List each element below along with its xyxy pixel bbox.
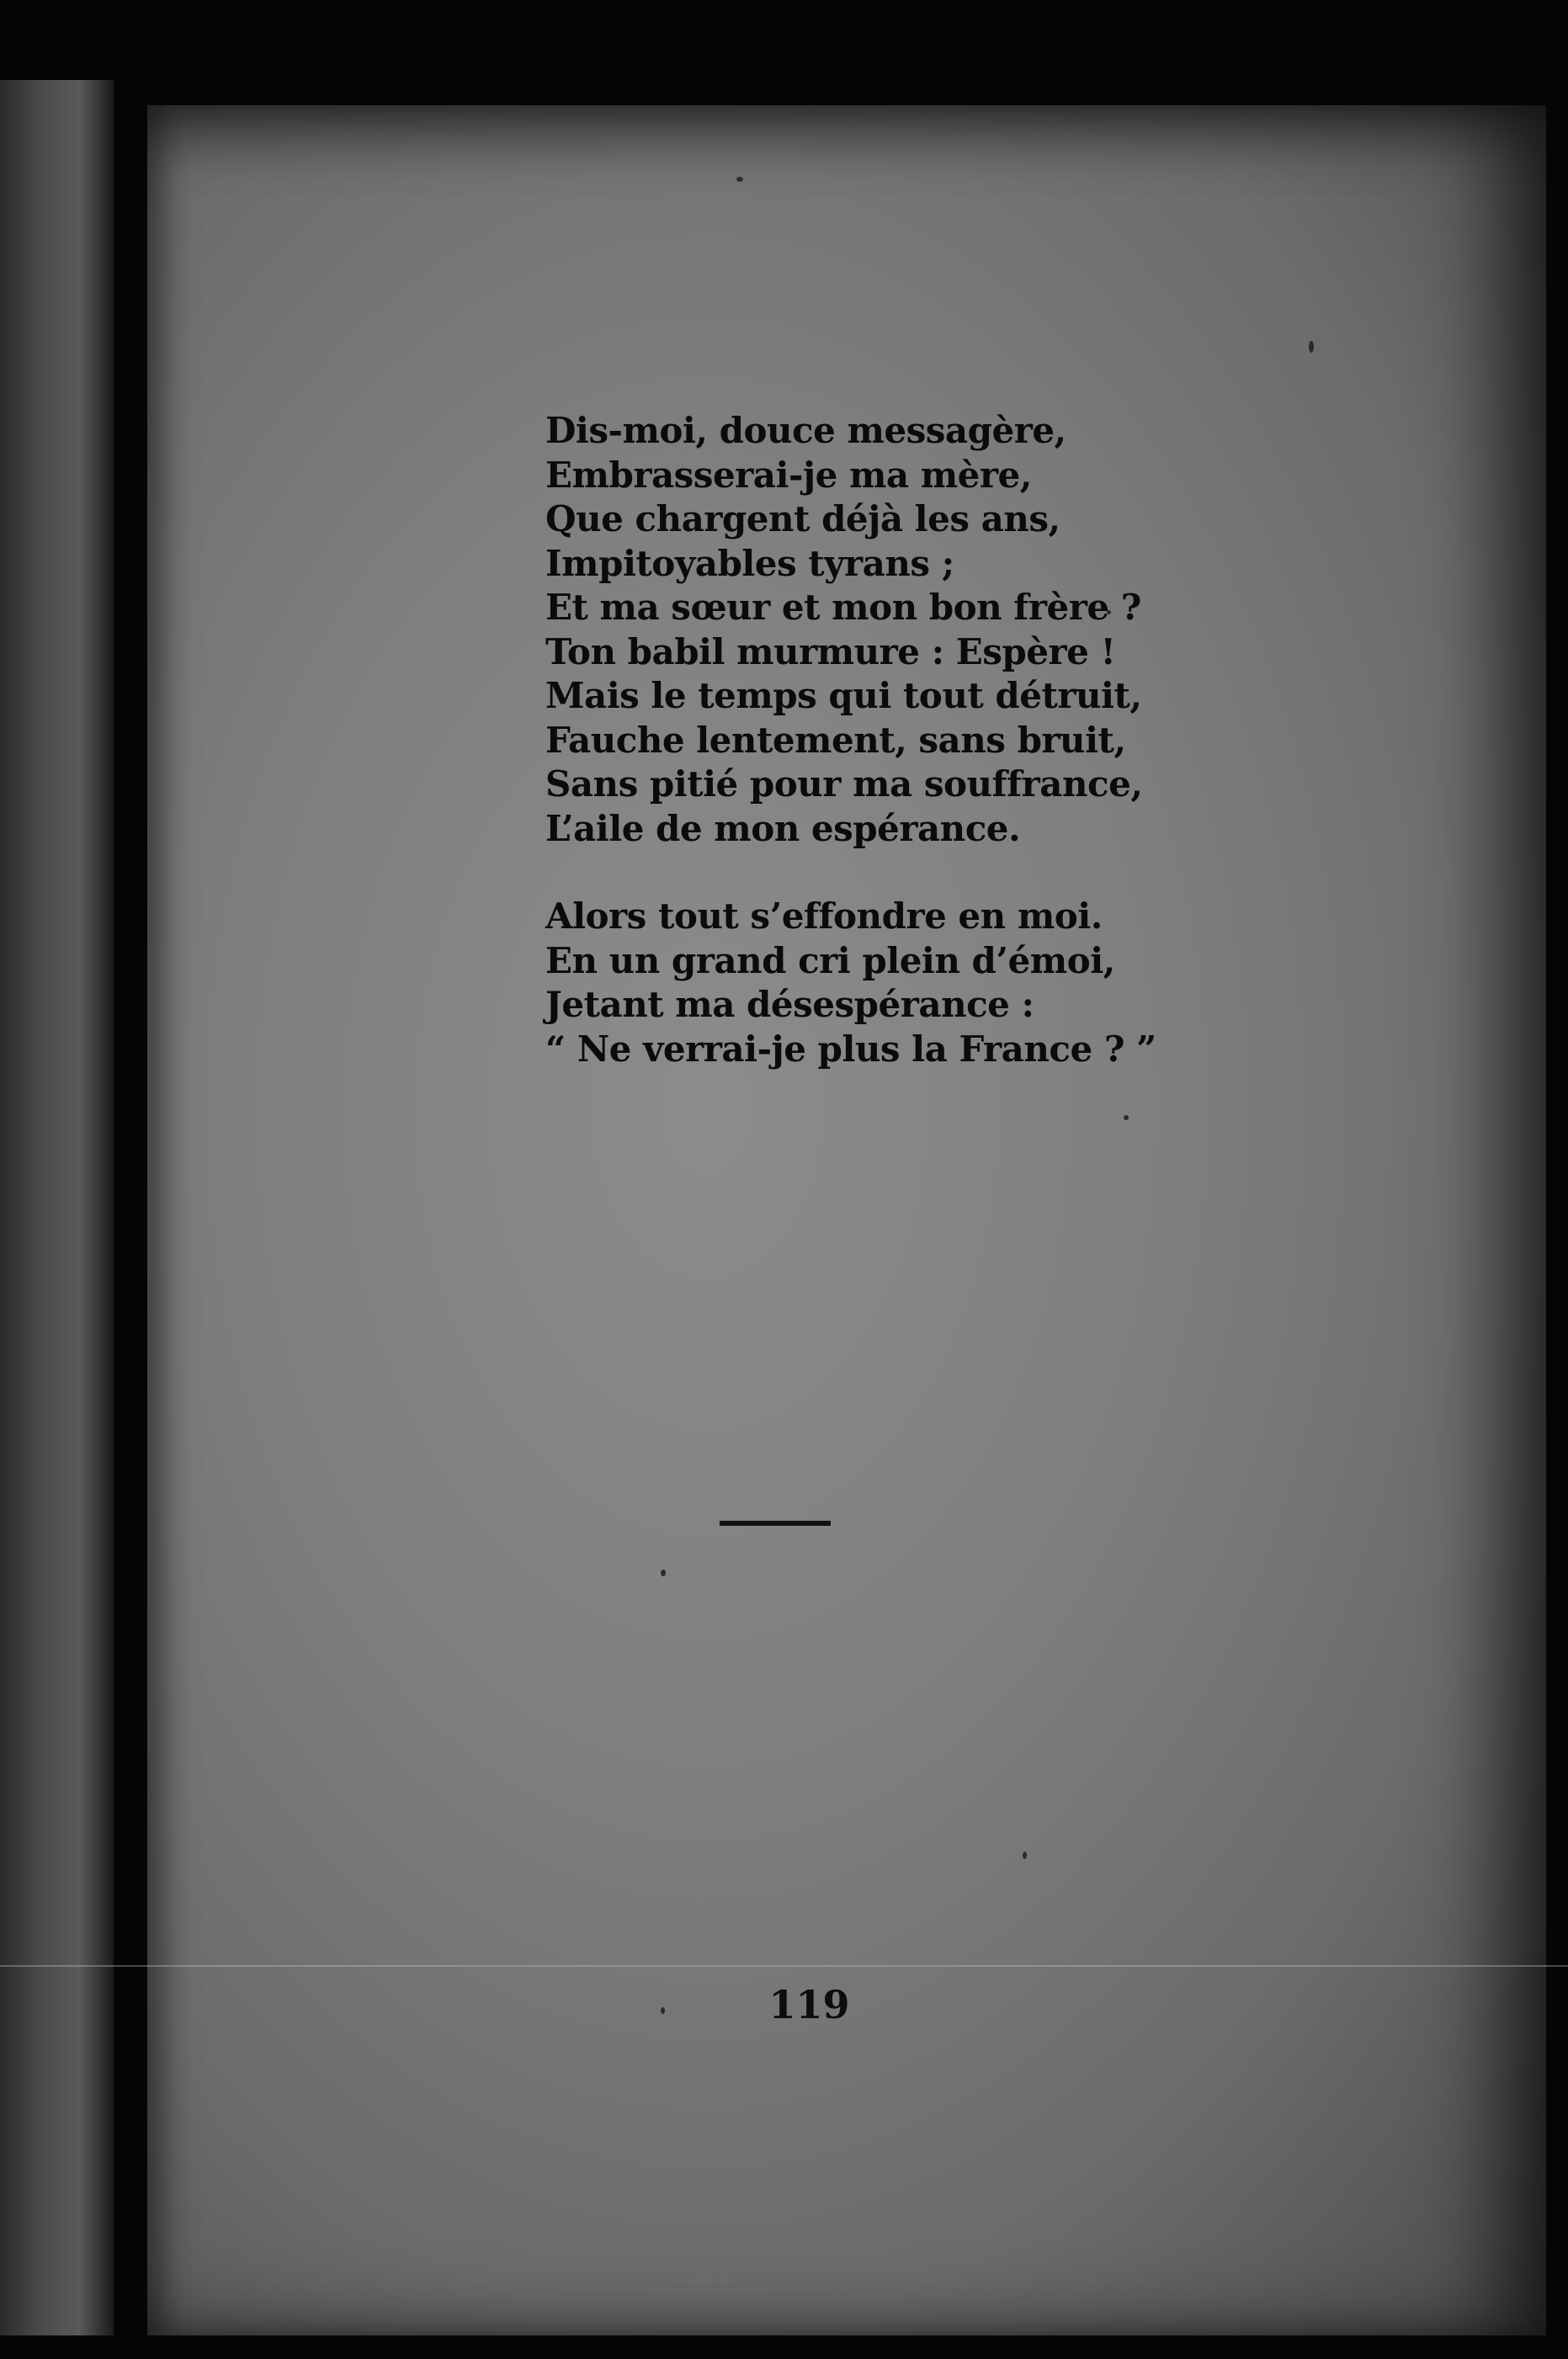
poem-line: Sans pitié pour ma souffrance,: [545, 763, 1143, 805]
poem-line: Que chargent déjà les ans,: [545, 498, 1060, 539]
stanza-gap: [545, 851, 1135, 895]
stanza-2: [545, 895, 1156, 1071]
section-divider-rule: [720, 1521, 831, 1526]
page-number: 119: [768, 1982, 850, 2027]
paper-speck: [736, 177, 743, 182]
poem-line: Mais le temps qui tout détruit,: [545, 675, 1142, 716]
poem-line: “ Ne verrai-je plus la France ? ”: [545, 1028, 1156, 1070]
paper-speck: [1124, 1115, 1129, 1120]
poem-line: Fauche lentement, sans bruit,: [545, 719, 1126, 761]
stanza-1: [545, 409, 1143, 851]
poem-line: Impitoyables tyrans ;: [545, 542, 954, 584]
poem-line: Et ma sœur et mon bon frère ?: [545, 587, 1141, 628]
poem: [545, 409, 1156, 1071]
poem-line: Jetant ma désespérance :: [545, 984, 1034, 1025]
poem-line: L’aile de mon espérance.: [545, 807, 1021, 849]
poem-line: Dis-moi, douce messagère,: [545, 410, 1066, 451]
poem-line: Embrasserai-je ma mère,: [545, 454, 1032, 496]
paper-speck: [661, 1570, 666, 1576]
poem-line: Alors tout s’effondre en moi.: [545, 895, 1103, 937]
poem-line: En un grand cri plein d’émoi,: [545, 939, 1115, 981]
scan-artifact-line: [0, 1965, 1568, 1967]
poem-line: Ton babil murmure : Espère !: [545, 630, 1116, 672]
paper-speck: [1023, 1852, 1027, 1859]
paper-speck: [1309, 341, 1314, 353]
page-number-container: [0, 1982, 1568, 2027]
